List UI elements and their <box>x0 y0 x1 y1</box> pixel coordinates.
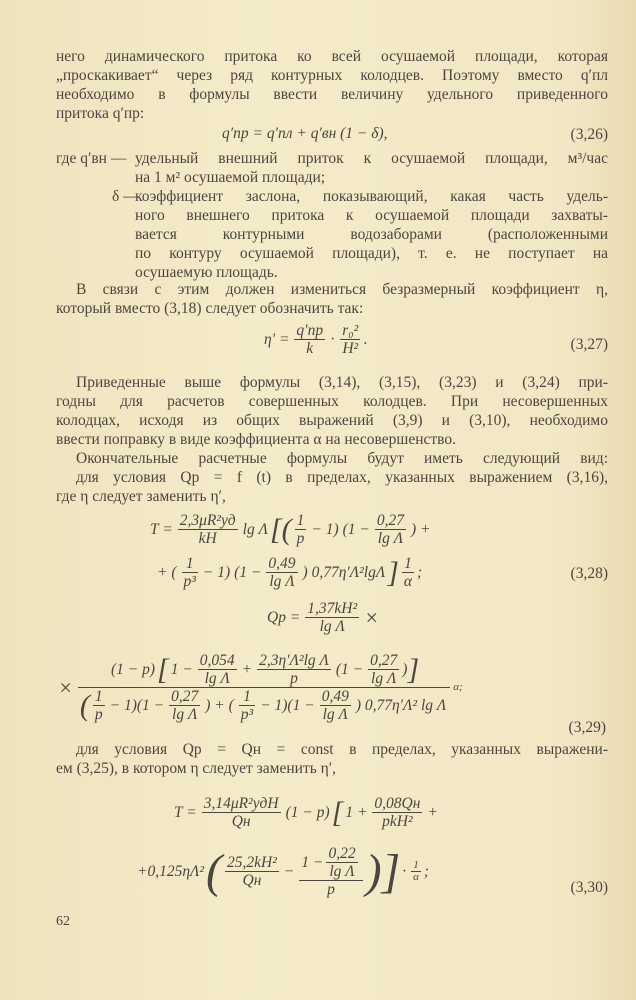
paren: ( <box>79 688 90 722</box>
formula-part: (1 − p) <box>285 803 330 821</box>
text-line: где η следует заменить η′, <box>56 488 226 505</box>
formula-part: 1 + <box>345 803 368 821</box>
formula-part: (1 − p) <box>110 661 155 678</box>
times-sign: × <box>58 674 73 700</box>
formula-part: − 1)(1 − <box>109 697 165 714</box>
bracket: ] <box>387 555 399 589</box>
paren: ( <box>281 512 292 546</box>
formula-part: . <box>363 330 368 348</box>
numerator: 1 <box>296 512 305 529</box>
paren: ( <box>206 844 223 898</box>
formula-part: ; <box>417 563 423 581</box>
formula-part: T = <box>174 803 197 821</box>
formula-part: 1 − <box>301 854 324 871</box>
fraction <box>202 795 281 830</box>
numerator: r₀² <box>342 322 359 339</box>
formula-part: ) + ( <box>205 697 234 714</box>
denominator: kH <box>198 530 217 547</box>
bracket: [ <box>331 795 344 829</box>
numerator: 1 <box>182 555 198 573</box>
text-line: на 1 м² осушаемой площади; <box>135 169 326 186</box>
formula-part: T = <box>150 520 173 538</box>
numerator: 0,27 <box>370 652 398 669</box>
text-line: для условия Qр = Qн = const в пределах, указанных выражени- <box>76 741 608 758</box>
numerator: 0,49 <box>321 688 349 705</box>
formula-part: ) + <box>411 520 431 538</box>
bracket: ] <box>381 844 401 898</box>
formula-part: +0,125ηΛ² <box>137 862 205 880</box>
formula-body: q′пр = q′пл + q′вн (1 − δ), <box>222 125 388 142</box>
formula-part: − 1) <box>202 563 231 581</box>
denominator: lg Λ <box>322 706 348 723</box>
paren: ) <box>365 844 382 898</box>
formula-part: − <box>283 862 295 880</box>
denominator: lg Λ <box>329 863 355 880</box>
fraction <box>239 688 255 723</box>
text-line: удельный внешний приток к осушаемой площади, м³/час <box>135 150 608 167</box>
fraction <box>93 688 105 723</box>
fraction <box>320 688 351 723</box>
denominator: lg Λ <box>377 530 404 547</box>
denominator: p <box>94 706 103 723</box>
formula-part: Qр = <box>267 608 301 626</box>
fraction <box>299 845 362 898</box>
numerator: 1 <box>239 688 255 706</box>
numerator: 1,37kH² <box>307 600 358 617</box>
formula-part: 1 − <box>170 661 193 678</box>
formula-3-27 <box>262 322 367 357</box>
text-line: него динамического притока ко всей осушаемой площади, которая <box>56 48 608 65</box>
denominator: H² <box>342 340 359 357</box>
formula-part: ) 0,77η′Λ² lg Λ <box>355 697 447 714</box>
denominator <box>78 688 450 723</box>
numerator: 25,2kH² <box>227 854 277 871</box>
denominator: pkH² <box>382 813 413 830</box>
text-line: ем (3,25), в котором η следует заменить η′, <box>56 760 337 777</box>
formula-3-29-main <box>56 652 463 723</box>
formula-3-29-line-1 <box>265 600 381 635</box>
bracket: [ <box>157 652 169 686</box>
numerator: 0,49 <box>268 555 296 572</box>
denominator: lg Λ <box>319 618 345 635</box>
text-line: для условия Qр = f (t) в пределах, указанных выражением (3,16), <box>76 469 608 486</box>
text-line: колодцах, исходя из общих выражений (3,9) и (3,10), необходимо <box>56 412 608 429</box>
numerator <box>78 652 450 688</box>
text-line: который вместо (3,18) следует обозначить так: <box>56 300 364 317</box>
fraction <box>326 845 357 880</box>
fraction <box>305 600 359 635</box>
formula-part: (1 − <box>335 661 364 678</box>
text-line: по контуру осушаемой площади), т. е. не поступает на <box>135 245 608 262</box>
denominator: p³ <box>183 573 196 590</box>
text-line: необходимо в формулы ввести величину удельного приведенного <box>56 86 608 103</box>
fraction <box>411 860 421 883</box>
fraction <box>340 322 360 357</box>
denominator: p <box>327 881 335 898</box>
fraction <box>257 652 331 687</box>
equation-number: (3,29) <box>568 719 606 736</box>
denominator: p <box>290 670 298 687</box>
text-line: осушаемую площадь. <box>135 264 278 281</box>
numerator: 2,3μR²уд <box>179 512 236 529</box>
fraction <box>295 512 307 547</box>
text-line: В связи с этим должен измениться безразмерный коэффициент η, <box>76 281 608 298</box>
numerator: 0,054 <box>199 652 235 669</box>
page-number: 62 <box>56 914 70 929</box>
text-line: вается контурными водозаборами (расположенными <box>135 226 608 243</box>
formula-part: − 1) <box>311 520 339 538</box>
text-line: Окончательные расчетные формулы будут иметь следующий вид: <box>76 450 608 467</box>
formula-part: + ( <box>157 563 177 581</box>
numerator <box>299 845 362 881</box>
fraction <box>178 512 238 547</box>
denominator: p <box>296 530 305 547</box>
denominator: lg Λ <box>269 573 295 590</box>
fraction <box>368 652 399 687</box>
formula-part: η′ = <box>264 330 290 348</box>
formula-part: lg Λ <box>242 520 268 538</box>
times-sign: × <box>364 604 379 630</box>
formula-3-30-line-1 <box>172 795 440 830</box>
formula-part: · <box>402 862 407 880</box>
formula-part: ) 0,77η′Λ²lgΛ <box>302 563 386 581</box>
denominator: α <box>413 871 419 883</box>
denominator: lg Λ <box>204 670 230 687</box>
denominator: k <box>306 340 314 357</box>
equation-number: (3,26) <box>570 126 608 143</box>
formula-part: · <box>330 330 336 348</box>
denominator: lg Λ <box>172 706 198 723</box>
formula-part: α; <box>453 681 463 693</box>
big-fraction <box>78 652 450 723</box>
denominator: p³ <box>240 706 254 723</box>
fraction <box>402 555 414 590</box>
numerator: 2,3η′Λ²lg Λ <box>259 652 329 669</box>
numerator: 0,08Qн <box>374 795 421 812</box>
definition-term: δ — <box>112 188 139 205</box>
numerator: q′пр <box>296 322 324 339</box>
text-line: ввести поправку в виде коэффициента α на несовершенство. <box>56 431 457 448</box>
numerator: 0,27 <box>171 688 199 705</box>
formula-part: (1 − <box>342 520 370 538</box>
denominator: α <box>403 573 413 590</box>
fraction <box>372 795 422 830</box>
fraction <box>294 322 325 357</box>
bracket: ] <box>407 652 420 686</box>
numerator: 3,14μR²удH <box>203 795 279 812</box>
formula-3-28-line-2 <box>155 555 422 590</box>
numerator: 1 <box>94 688 103 705</box>
numerator: 1 <box>402 555 414 573</box>
text-line: годны для расчетов совершенных колодцев. При несовершенных <box>56 393 608 410</box>
fraction <box>169 688 200 723</box>
text-line: „проскакивает“ через ряд контурных колодцев. Поэтому вместо q′пл <box>56 67 608 84</box>
formula-3-30-line-2 <box>135 845 429 898</box>
definition-term: где q′вн — <box>56 150 127 167</box>
fraction <box>375 512 406 547</box>
formula-part: (1 − <box>234 563 262 581</box>
formula-3-28-line-1 <box>148 512 433 547</box>
text-line: Приведенные выше формулы (3,14), (3,15), (3,23) и (3,24) при- <box>76 374 608 391</box>
equation-number: (3,28) <box>570 565 608 582</box>
denominator: Qн <box>242 872 262 889</box>
formula-part: − 1)(1 − <box>260 697 315 714</box>
numerator: 0,27 <box>376 512 404 529</box>
text-line: ного внешнего притока к осушаемой площади захваты- <box>135 207 608 224</box>
text-line: притока q′пр: <box>56 105 145 122</box>
text-line: коэффициент заслона, показывающий, какая часть удель- <box>135 188 608 205</box>
formula-part: + <box>241 661 253 678</box>
bracket: [ <box>269 512 282 546</box>
fraction <box>225 854 279 889</box>
fraction <box>266 555 297 590</box>
formula-part: ) <box>402 661 408 678</box>
numerator: 0,22 <box>328 845 356 862</box>
fraction <box>182 555 198 590</box>
equation-number: (3,27) <box>570 336 608 353</box>
fraction <box>198 652 237 687</box>
formula-part: ; <box>423 862 430 880</box>
formula-part: + <box>427 803 438 821</box>
denominator: Qн <box>231 813 251 830</box>
denominator: lg Λ <box>371 670 397 687</box>
equation-number: (3,30) <box>570 879 608 896</box>
numerator: 1 <box>411 860 421 872</box>
formula-3-26 <box>222 125 388 143</box>
